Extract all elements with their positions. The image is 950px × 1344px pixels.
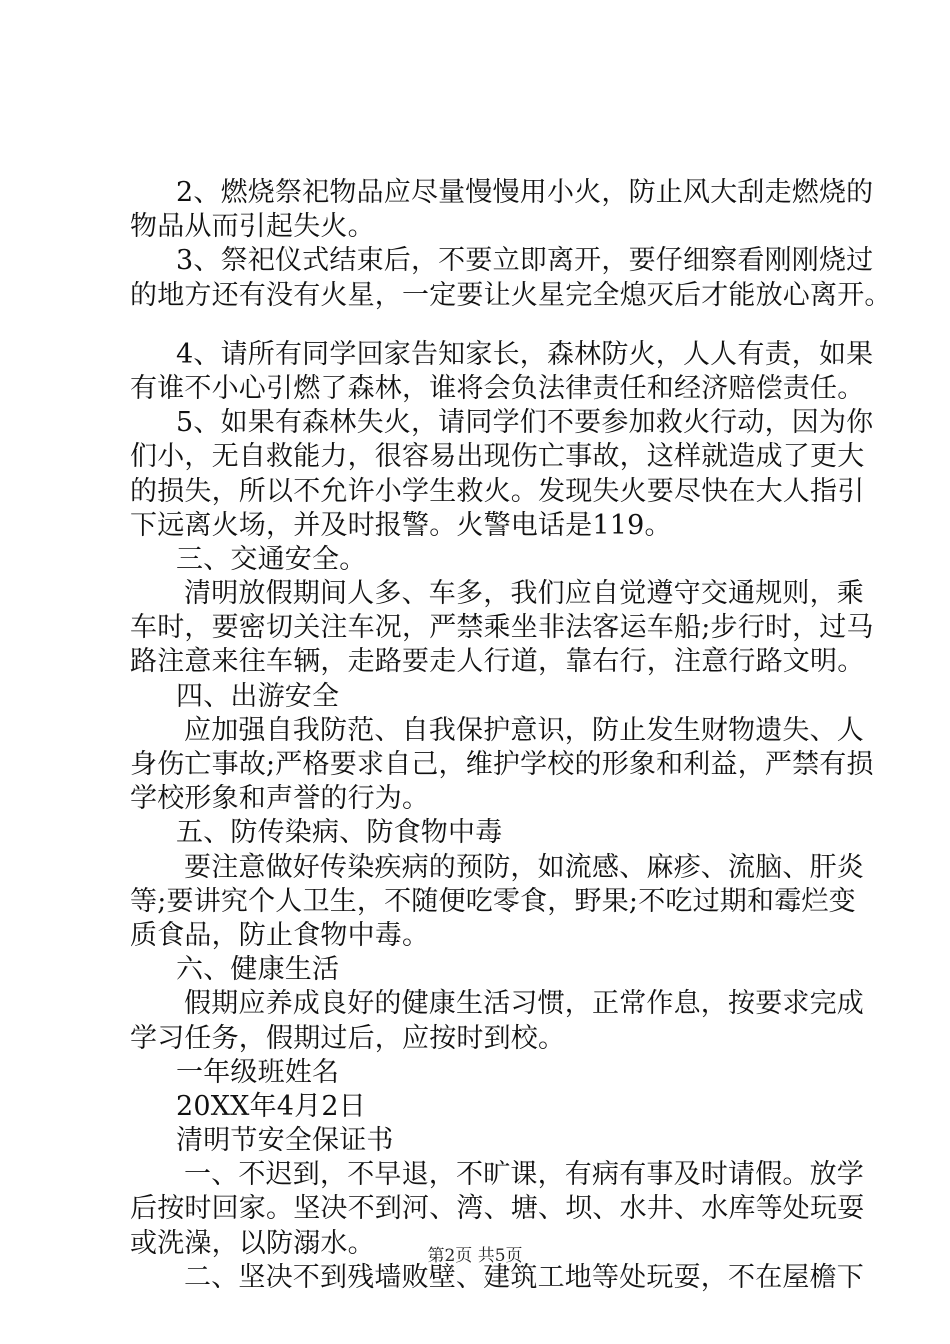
document-subtitle: 清明节安全保证书 (176, 1125, 394, 1157)
paragraph-line: 下远离火场，并及时报警。火警电话是119。 (130, 509, 672, 541)
page-number-footer: 第2页 共5页 (427, 1246, 523, 1266)
paragraph-line: 或洗澡，以防溺水。 (130, 1227, 375, 1259)
paragraph-line: 车时，要密切关注车况，严禁乘坐非法客运车船;步行时，过马 (130, 612, 874, 644)
paragraph-line: 清明放假期间人多、车多，我们应自觉遵守交通规则，乘 (184, 578, 864, 610)
paragraph-line: 应加强自我防范、自我保护意识，防止发生财物遗失、人 (184, 714, 864, 746)
paragraph-line: 们小，无自救能力，很容易出现伤亡事故，这样就造成了更大 (130, 441, 865, 473)
paragraph-line: 学习任务，假期过后，应按时到校。 (130, 1022, 566, 1054)
section-heading: 三、交通安全。 (176, 543, 367, 575)
paragraph-line: 2、燃烧祭祀物品应尽量慢慢用小火，防止风大刮走燃烧的 (176, 177, 874, 208)
signature-date: 20XX年4月2日 (176, 1090, 366, 1122)
section-heading: 六、健康生活 (176, 954, 340, 986)
paragraph-line: 的损失，所以不允许小学生救火。发现失火要尽快在大人指引 (130, 475, 865, 507)
paragraph-line: 5、如果有森林失火，请同学们不要参加救火行动，因为你 (176, 407, 874, 439)
paragraph-line: 有谁不小心引燃了森林，谁将会负法律责任和经济赔偿责任。 (130, 372, 865, 404)
section-heading: 五、防传染病、防食物中毒 (176, 817, 503, 849)
paragraph-line: 质食品，防止食物中毒。 (130, 919, 430, 951)
paragraph-line: 后按时回家。坚决不到河、湾、塘、坝、水井、水库等处玩耍 (130, 1193, 865, 1225)
section-heading: 四、出游安全 (176, 680, 340, 712)
paragraph-line: 3、祭祀仪式结束后，不要立即离开，要仔细察看刚刚烧过 (176, 245, 874, 277)
paragraph-line: 身伤亡事故;严格要求自己，维护学校的形象和利益，严禁有损 (130, 749, 874, 780)
paragraph-line: 假期应养成良好的健康生活习惯，正常作息，按要求完成 (184, 988, 864, 1020)
paragraph-line: 4、请所有同学回家告知家长，森林防火，人人有责，如果 (176, 338, 874, 370)
paragraph-line: 物品从而引起失火。 (130, 211, 375, 243)
paragraph-line: 二、坚决不到残墙败壁、建筑工地等处玩耍，不在屋檐下 (184, 1261, 864, 1293)
paragraph-line: 一、不迟到，不早退，不旷课，有病有事及时请假。放学 (184, 1159, 864, 1191)
paragraph-line: 的地方还有没有火星，一定要让火星完全熄灭后才能放心离开。 (130, 279, 892, 311)
paragraph-line: 等;要讲究个人卫生，不随便吃零食，野果;不吃过期和霉烂变 (130, 885, 856, 917)
paragraph-line: 要注意做好传染疾病的预防，如流感、麻疹、流脑、肝炎 (184, 851, 864, 883)
paragraph-gap (130, 313, 850, 338)
document-body (130, 176, 892, 1295)
paragraph-line: 学校形象和声誉的行为。 (130, 783, 430, 815)
signature-class-name: 一年级班姓名 (176, 1056, 340, 1088)
paragraph-line: 路注意来往车辆，走路要走人行道，靠右行，注意行路文明。 (130, 646, 865, 678)
